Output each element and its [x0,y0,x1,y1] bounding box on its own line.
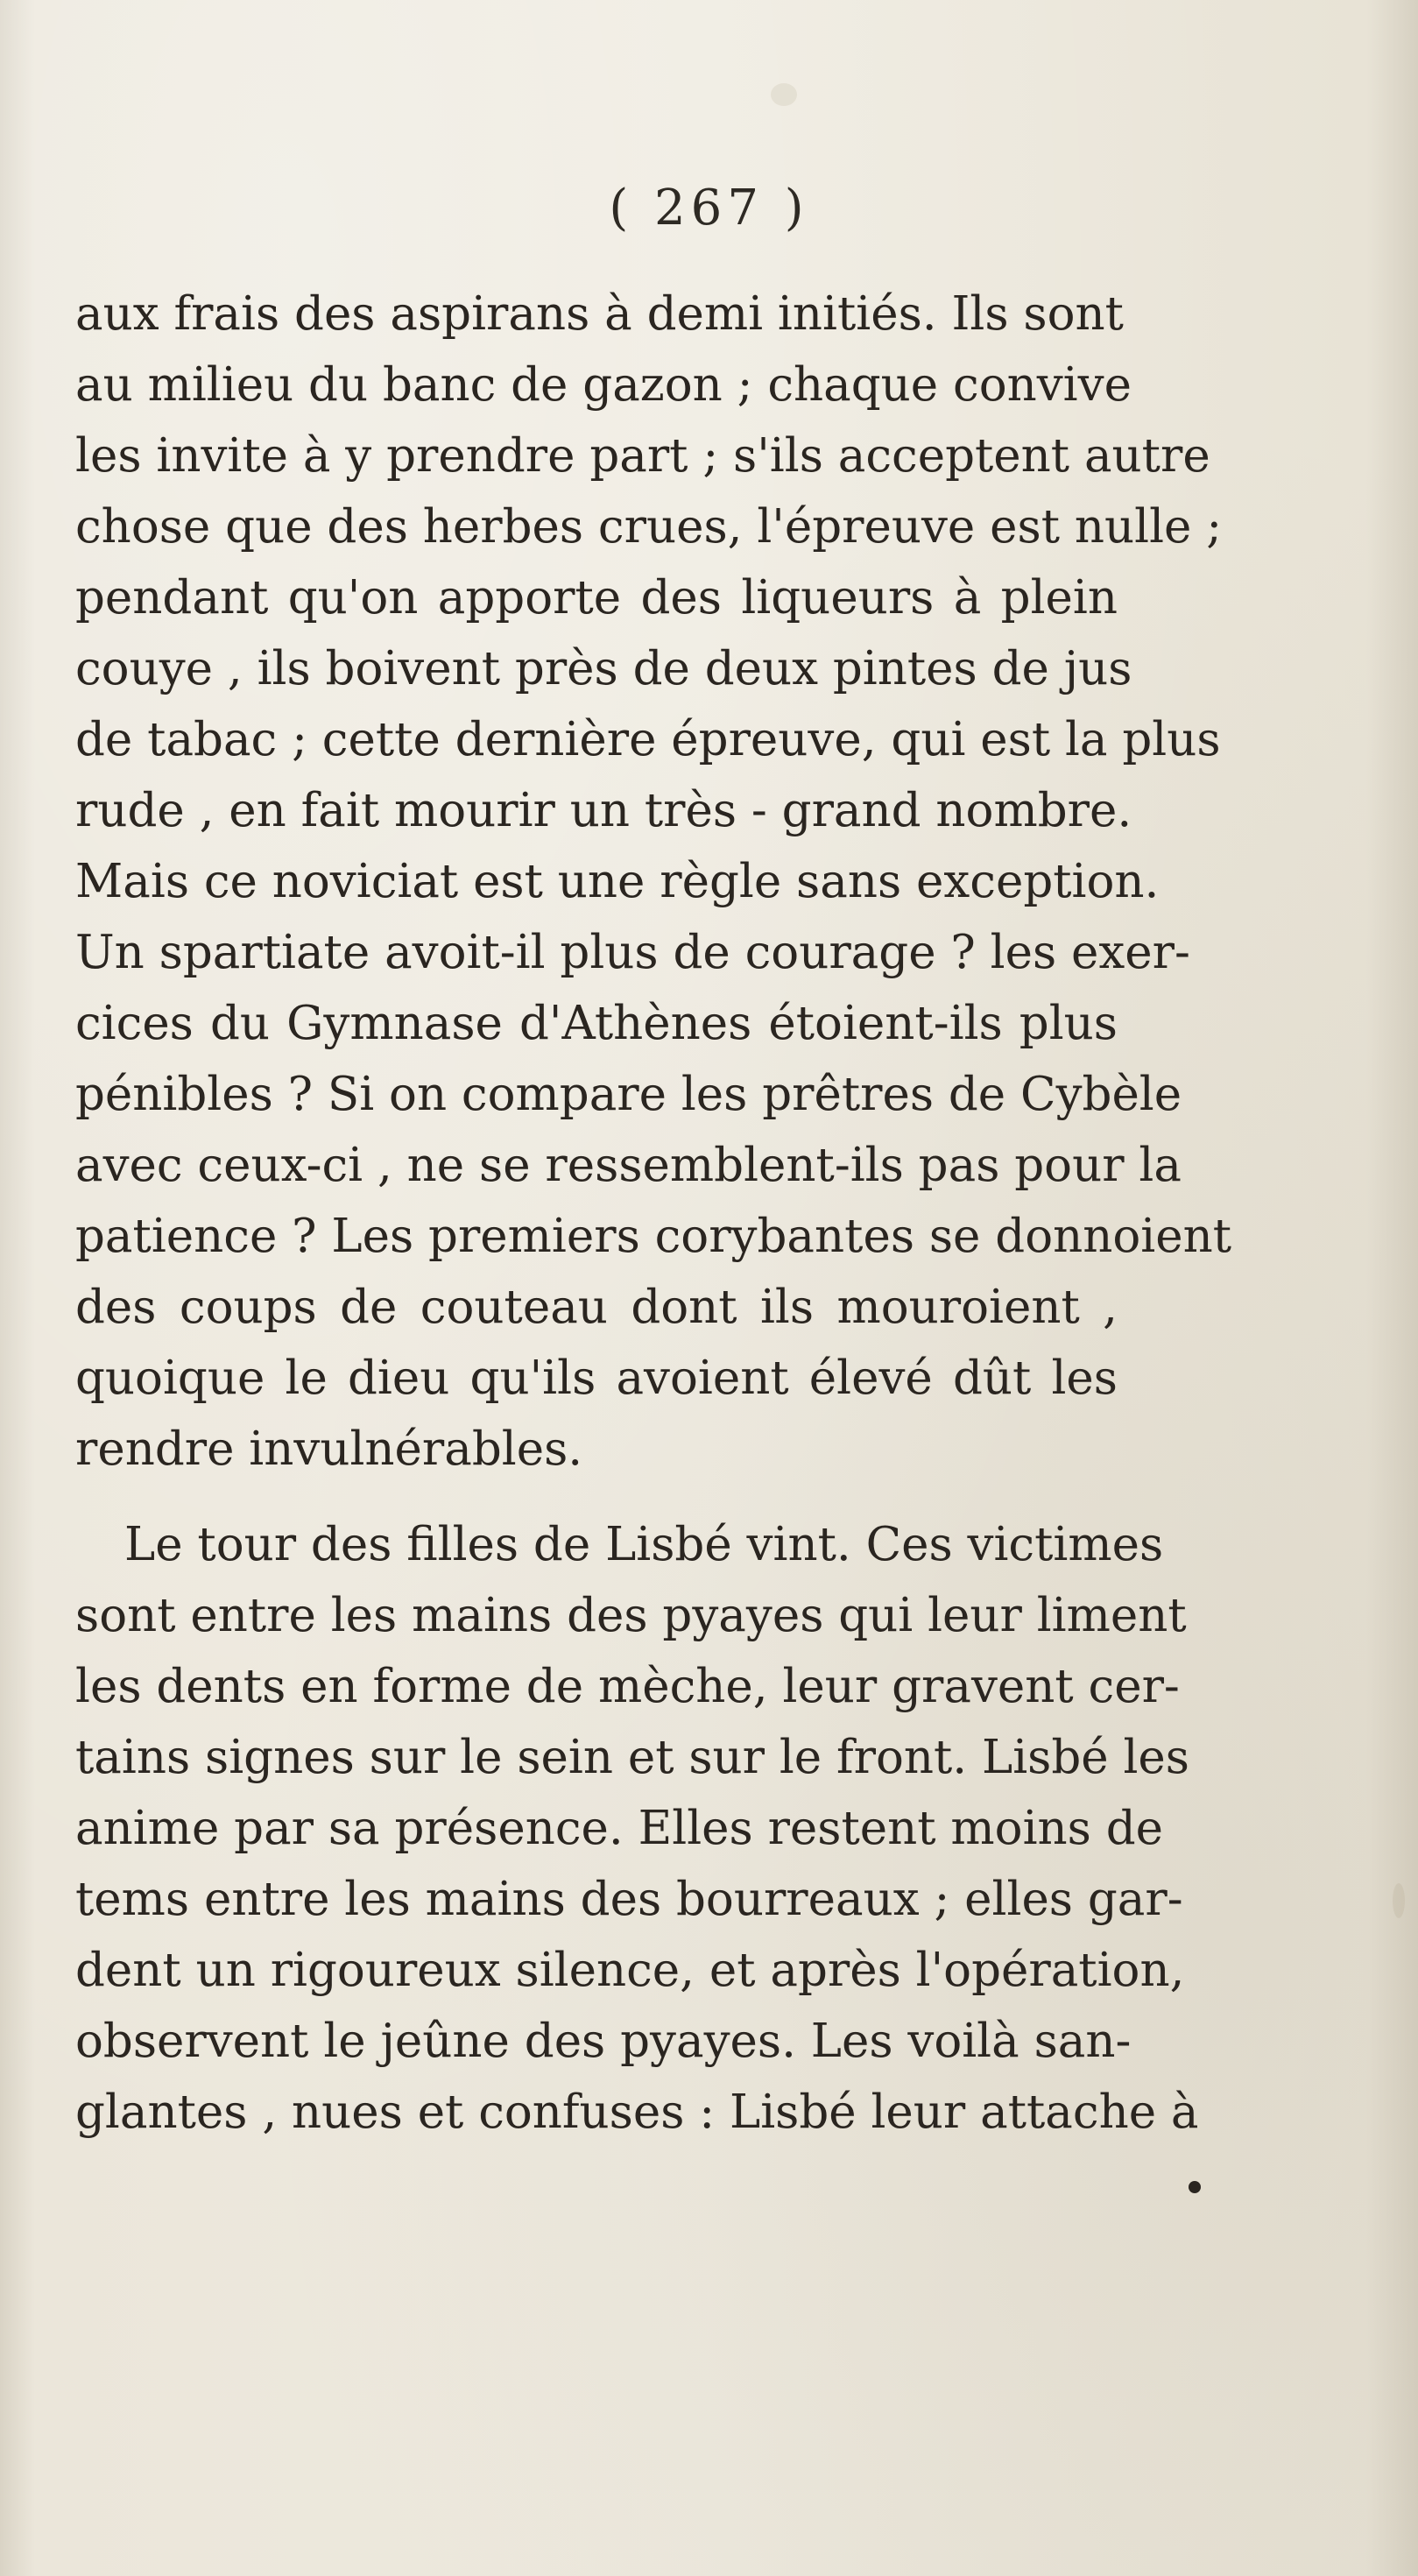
text-line: aux frais des aspirans à demi initiés. Ils sont [75,287,1124,341]
text-line: quoique le dieu qu'ils avoient élevé dût les [75,1352,1118,1405]
text-line: observent le jeûne des pyayes. Les voilà san- [75,2015,1132,2068]
text-line: les invite à y prendre part ; s'ils acceptent autre [75,429,1210,483]
paragraph-2 [75,1509,1199,2148]
text-line: avec ceux-ci , ne se ressemblent-ils pas pour la [75,1139,1182,1192]
text-line: tems entre les mains des bourreaux ; elles gar- [75,1873,1183,1926]
text-line: pendant qu'on apporte des liqueurs à plein [75,571,1118,625]
text-line: patience ? Les premiers corybantes se donnoient [75,1210,1232,1263]
text-line: Un spartiate avoit-il plus de courage ? les exer- [75,926,1190,979]
text-line: rude , en fait mourir un très - grand nombre. [75,784,1132,837]
paragraph-gap [75,1485,1118,1509]
text-line: sont entre les mains des pyayes qui leur liment [75,1589,1187,1642]
page-number: ( 267 ) [609,180,809,236]
text-line: pénibles ? Si on compare les prêtres de Cybèle [75,1068,1182,1121]
paragraph-1 [75,279,1232,1485]
text-line: tains signes sur le sein et sur le front. Lisbé les [75,1731,1189,1784]
text-line: anime par sa présence. Elles restent moins de [75,1802,1164,1855]
text-line: au milieu du banc de gazon ; chaque convive [75,358,1132,412]
paper-stain [1393,1883,1405,1918]
text-line: les dents en forme de mèche, leur gravent cer- [75,1660,1180,1713]
text-line: Le tour des filles de Lisbé vint. Ces victimes [124,1518,1164,1571]
body-text [75,279,1232,2148]
text-line: cices du Gymnase d'Athènes étoient-ils plus [75,997,1118,1050]
ink-mark [1189,2181,1201,2193]
text-line: de tabac ; cette dernière épreuve, qui est la plus [75,713,1221,766]
text-line: dent un rigoureux silence, et après l'opération, [75,1944,1185,1997]
text-line: chose que des herbes crues, l'épreuve est nulle ; [75,500,1223,554]
text-line: glantes , nues et confuses : Lisbé leur attache à [75,2086,1199,2139]
text-line: couye , ils boivent près de deux pintes de jus [75,642,1132,695]
text-line: Mais ce noviciat est une règle sans exception. [75,855,1160,908]
text-line: rendre invulnérables. [75,1422,583,1476]
paper-stain [771,83,797,106]
text-line: des coups de couteau dont ils mouroient , [75,1281,1118,1334]
